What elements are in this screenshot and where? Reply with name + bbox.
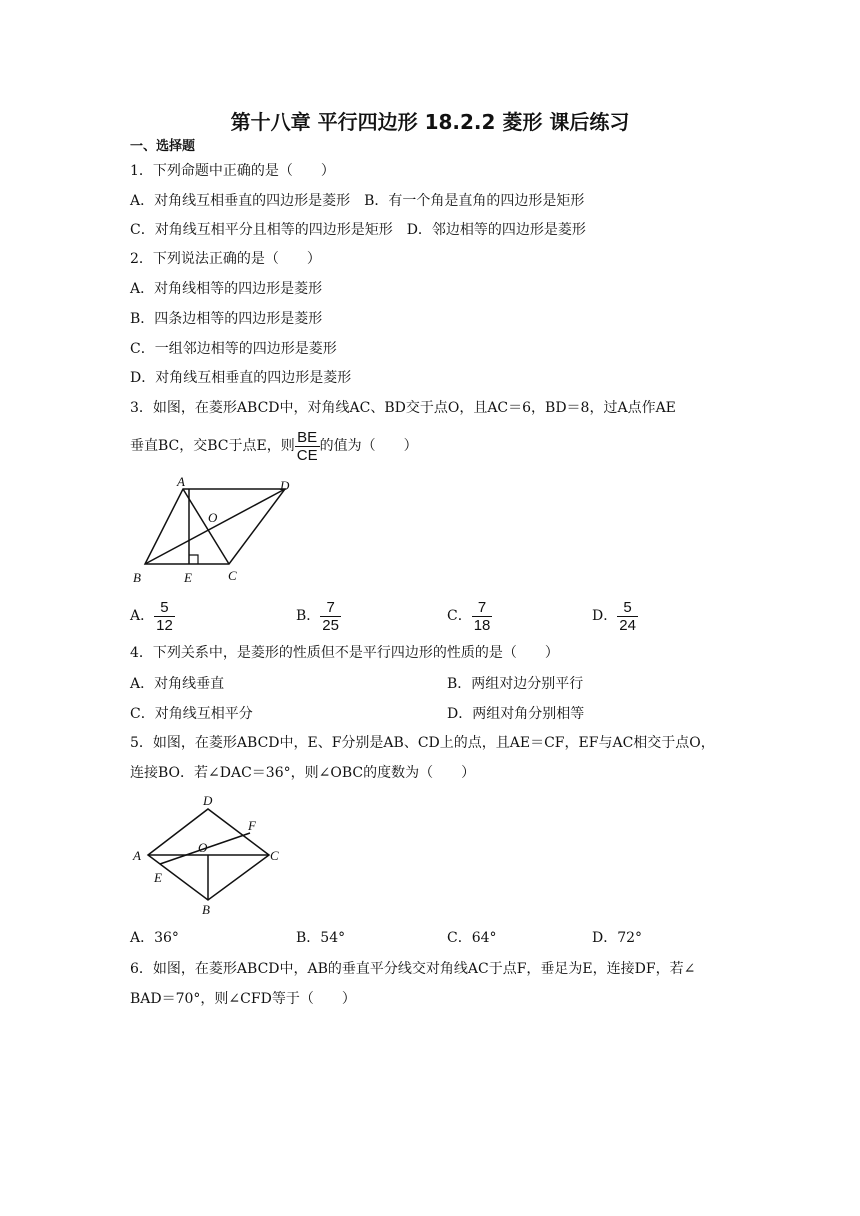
- q5-option-d: D．72°: [592, 930, 643, 946]
- q2-stem: 2．下列说法正确的是（ ）: [130, 251, 321, 267]
- q3-option-a: [130, 596, 175, 636]
- q3-option-d: [592, 596, 638, 636]
- section-heading: 一、选择题: [130, 139, 196, 154]
- q3-option-b-numerator: 7: [326, 598, 335, 616]
- q3-option-a-fraction: [154, 599, 175, 634]
- q2-option-a: A．对角线相等的四边形是菱形: [130, 281, 323, 297]
- q3-fraction: [295, 429, 320, 464]
- q5-label-e: E: [154, 870, 162, 885]
- q3-option-a-numerator: 5: [160, 598, 169, 616]
- q2-option-b: B．四条边相等的四边形是菱形: [130, 311, 323, 327]
- q3-label-d: D: [280, 478, 290, 493]
- q6-stem-line1: 6．如图，在菱形ABCD中，AB的垂直平分线交对角线AC于点F，垂足为E，连接DF，若∠: [130, 961, 696, 977]
- q5-label-f: F: [248, 818, 256, 833]
- q4-option-a: A．对角线垂直: [130, 676, 225, 692]
- q3-stem-line1: 3．如图，在菱形ABCD中，对角线AC、BD交于点O，且AC＝6，BD＝8，过A点作AE: [130, 400, 676, 416]
- q5-label-a: A: [133, 848, 141, 863]
- q3-option-c-numerator: 7: [477, 598, 487, 616]
- q5-label-c: C: [270, 848, 279, 863]
- q5-label-o: O: [198, 840, 208, 855]
- q3-option-c-fraction: [472, 599, 493, 634]
- q4-option-b: B．两组对边分别平行: [447, 676, 584, 692]
- q4-option-d: D．两组对角分别相等: [447, 706, 585, 722]
- q3-option-c-label: C．: [447, 608, 472, 624]
- q3-option-a-denominator: 12: [156, 616, 173, 634]
- q5-figure: [128, 790, 298, 920]
- q5-option-b: B．54°: [296, 930, 346, 946]
- q5-stem-line2: 连接BO．若∠DAC＝36°，则∠OBC的度数为（ ）: [130, 765, 476, 781]
- q3-right-angle-mark: [189, 555, 198, 564]
- q3-fraction-numerator: BE: [297, 428, 318, 446]
- q3-option-d-numerator: 5: [623, 598, 632, 616]
- q3-option-b: [296, 596, 341, 636]
- q3-option-a-label: A．: [130, 608, 155, 624]
- q3-option-d-label: D．: [592, 608, 618, 624]
- q3-label-c: C: [228, 568, 237, 583]
- q4-stem: 4．下列关系中，是菱形的性质但不是平行四边形的性质的是（ ）: [130, 645, 559, 661]
- q3-diagonal-bd: [145, 489, 285, 564]
- q3-diagonal-ac: [183, 489, 229, 564]
- q3-option-b-label: B．: [296, 608, 321, 624]
- q3-option-d-fraction: [617, 599, 638, 634]
- q5-label-b: B: [202, 902, 210, 917]
- q3-option-d-denominator: 24: [619, 616, 636, 634]
- q4-option-c: C．对角线互相平分: [130, 706, 253, 722]
- q1-options-row2: C．对角线互相平分且相等的四边形是矩形 D．邻边相等的四边形是菱形: [130, 222, 586, 238]
- q5-option-c: C．64°: [447, 930, 497, 946]
- q3-option-b-denominator: 25: [322, 616, 339, 634]
- q1-options-row1: A．对角线互相垂直的四边形是菱形 B．有一个角是直角的四边形是矩形: [130, 193, 585, 209]
- q3-option-c: [447, 596, 492, 636]
- q5-option-a: A．36°: [130, 930, 179, 946]
- q3-stem-line2: [130, 428, 418, 464]
- q1-stem: 1．下列命题中正确的是（ ）: [130, 163, 335, 179]
- q3-stem-line2-pre: 垂直BC，交BC于点E，则: [130, 438, 295, 454]
- q3-label-e: E: [184, 570, 192, 585]
- q6-stem-line2: BAD＝70°，则∠CFD等于（ ）: [130, 991, 356, 1007]
- q5-stem-line1: 5．如图，在菱形ABCD中，E、F分别是AB、CD上的点，且AE＝CF，EF与AC相交于点O，: [130, 735, 715, 751]
- q3-label-b: B: [133, 570, 141, 585]
- page-title: 第十八章 平行四边形 18.2.2 菱形 课后练习: [230, 110, 630, 134]
- q3-fraction-denominator: CE: [296, 446, 318, 464]
- q3-stem-line2-post: 的值为（ ）: [319, 438, 418, 454]
- q3-option-b-fraction: [320, 599, 341, 634]
- q2-option-c: C．一组邻边相等的四边形是菱形: [130, 341, 337, 357]
- q5-label-d: D: [203, 793, 213, 808]
- q3-option-c-denominator: 18: [473, 616, 491, 634]
- q3-label-o: O: [208, 510, 218, 525]
- q3-figure: [128, 470, 308, 590]
- q3-label-a: A: [177, 474, 185, 489]
- q2-option-d: D．对角线互相垂直的四边形是菱形: [130, 370, 352, 386]
